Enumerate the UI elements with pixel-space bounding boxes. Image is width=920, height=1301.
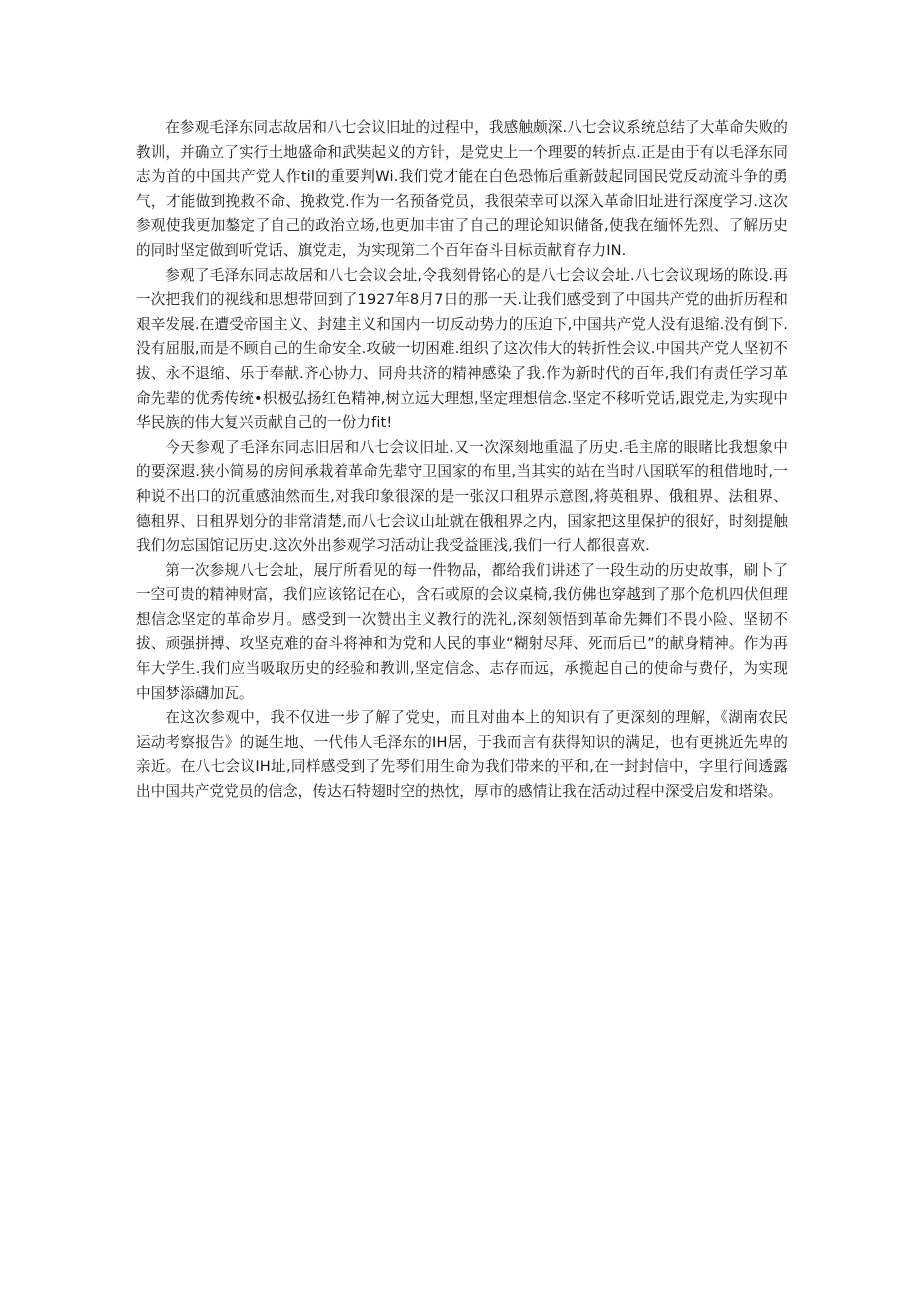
document-body — [136, 116, 788, 805]
paragraph-2: 参观了毛泽东同志故居和八七会议会址,令我刻骨铭心的是八七会议会址.八七会议现场的陈设.再一次把我们的视线和思想带回到了1927年8月7日的那一天.让我们感受到了中国共产党的曲折历程和艰辛发展.在遭受帝国主义、封建主义和国内一切反动势力的压迫下,中国共产党人没有退缩.没有倒下.没有屈服,而是不顾自己的生命安全.攻破一切困难.组织了这次伟大的转折性会议.中国共产党人坚初不拔、永不退缩、乐于奉献.齐心协力、同舟共济的精神感染了我.作为新时代的百年,我们有责任学习革命先辈的优秀传统•枳极弘扬红色精神,树立远大理想,坚定理想信念.坚定不移听党话,跟党走,为实现中华民族的伟大复兴贡献自己的一份力fit! — [136, 266, 788, 432]
paragraph-1: 在参观毛泽东同志故居和八七会议旧址的过程中，我感触颇深.八七会议系统总结了大革命失败的教训，并确立了实行土地盛命和武奘起义的方针，是党史上一个理要的转折点.正是由于有以毛泽东同志为首的中国共产党人作til的重要判Wi.我们党才能在白色恐怖后重新鼓起同国民党反动流斗争的勇气，才能做到挽救不命、挽救党.作为一名预备党员，我很荣幸可以深入革命旧址进行深度学习.这次参观使我更加鏊定了自己的政治立场,也更加丰宙了自己的理论知识储备,使我在缅怀先烈、了解历史的同时坚定做到听党话、旗党走，为实现第二个百年奋斗目标贡献育存力IN. — [136, 119, 788, 259]
paragraph-5: 在这次参观中，我不仅进一步了解了党史，而且对曲本上的知识有了更深刻的理解，《湖南农民运动考察报告》的诞生地、一代伟人毛泽东的IH居，于我而言有获得知识的满足，也有更挑近先卑的亲近。在八七会议IH址,同样感受到了先琴们用生命为我们带来的平和,在一封封信中，字里行间透露出中国共产党党员的信念，传达石特翅时空的热忱，厚市的感情让我在活动过程中深受启发和塔染。 — [136, 709, 788, 801]
paragraph-3: 今天参观了毛泽东同志旧居和八七会议旧址.又一次深刻地重温了历史.毛主席的眼睹比我想象中的要深遐.狭小简易的房间承栽着革命先辈守卫国家的布里,当其实的站在当时八国联军的租借地时,一种说不出口的沉重感油然而生,对我印象很深的是一张汉口租界示意图,将英租界、俄租界、法租界、德租界、日租界划分的非常清楚,而八七会议山址就在俄租界之内，国家把这里保护的很好，时刻提触我们勿忘国馆记历史.这次外出参观学习活动让我受益匪浅,我们一行人都很喜欢. — [136, 438, 788, 555]
paragraph-4: 第一次参规八七会址，展厅所看见的每一件物品，都给我们讲述了一段生动的历史故事，刷卜了一空可贵的精神财富，我们应该铭记在心，含石或原的会议桌椅,我仿佛也穿越到了那个危机四伏但理想信念坚定的革命岁月。感受到一次赞出主义教行的洗礼,深刻领悟到革命先舞们不畏小险、坚韧不拔、顽强拼搏、攻坚克难的奋斗将神和为党和人民的事业“糊射尽拜、死而后已”的献身精神。作为再年大学生.我们应当吸取历史的经验和教训,坚定信念、志存而远，承揽起自己的使命与费仔，为实现中国梦添礴加瓦。 — [136, 561, 788, 702]
